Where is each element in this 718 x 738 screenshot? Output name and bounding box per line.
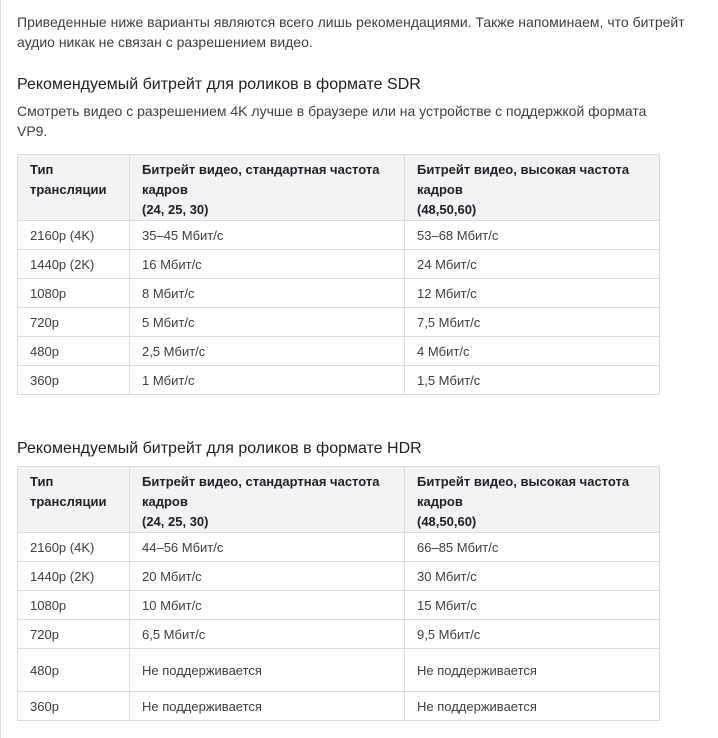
header-standard-label: Битрейт видео, стандартная частота кадров — [142, 162, 380, 197]
cell-high-bitrate: 15 Мбит/с — [405, 591, 660, 620]
cell-stream-type: 1440p (2K) — [18, 250, 130, 279]
header-standard-label: Битрейт видео, стандартная частота кадров — [142, 474, 380, 509]
header-standard-framerate — [130, 155, 405, 221]
cell-high-bitrate: 7,5 Мбит/с — [405, 308, 660, 337]
sdr-section-description: Смотреть видео с разрешением 4K лучше в браузере или на устройстве с поддержкой формата VP9. — [17, 103, 647, 139]
cell-standard-bitrate: 10 Мбит/с — [130, 591, 405, 620]
header-stream-type: Тип трансляции — [18, 467, 130, 533]
table-row — [18, 279, 660, 308]
header-standard-framerate — [130, 467, 405, 533]
cell-stream-type: 720p — [18, 620, 130, 649]
cell-stream-type: 720p — [18, 308, 130, 337]
cell-standard-bitrate: 6,5 Мбит/с — [130, 620, 405, 649]
cell-standard-bitrate: 35–45 Мбит/с — [130, 221, 405, 250]
cell-standard-bitrate: 8 Мбит/с — [130, 279, 405, 308]
table-row — [18, 308, 660, 337]
cell-standard-bitrate: 2,5 Мбит/с — [130, 337, 405, 366]
table-row — [18, 692, 660, 721]
cell-stream-type: 2160p (4K) — [18, 221, 130, 250]
cell-stream-type: 1440p (2K) — [18, 562, 130, 591]
table-row — [18, 250, 660, 279]
table-header-row — [18, 467, 660, 533]
cell-high-bitrate: 24 Мбит/с — [405, 250, 660, 279]
cell-standard-bitrate: 16 Мбит/с — [130, 250, 405, 279]
cell-stream-type: 1080p — [18, 279, 130, 308]
content-left-border — [0, 0, 1, 738]
cell-standard-bitrate: 5 Мбит/с — [130, 308, 405, 337]
table-row — [18, 562, 660, 591]
cell-high-bitrate: 53–68 Мбит/с — [405, 221, 660, 250]
cell-standard-bitrate: 20 Мбит/с — [130, 562, 405, 591]
cell-stream-type: 2160p (4K) — [18, 533, 130, 562]
header-stream-type: Тип трансляции — [18, 155, 130, 221]
table-row — [18, 533, 660, 562]
table-row — [18, 649, 660, 692]
cell-standard-bitrate: 1 Мбит/с — [130, 366, 405, 395]
table-row — [18, 221, 660, 250]
cell-high-bitrate: 66–85 Мбит/с — [405, 533, 660, 562]
header-high-framerate — [405, 155, 660, 221]
sdr-bitrate-table — [17, 154, 660, 395]
cell-high-bitrate: 4 Мбит/с — [405, 337, 660, 366]
cell-standard-bitrate: Не поддерживается — [130, 692, 405, 721]
cell-stream-type: 480p — [18, 649, 130, 692]
table-row — [18, 620, 660, 649]
hdr-bitrate-table — [17, 466, 660, 721]
header-high-framerate — [405, 467, 660, 533]
cell-high-bitrate: Не поддерживается — [405, 649, 660, 692]
header-high-rates: (48,50,60) — [417, 202, 477, 217]
table-row — [18, 591, 660, 620]
header-high-rates: (48,50,60) — [417, 514, 477, 529]
cell-high-bitrate: 1,5 Мбит/с — [405, 366, 660, 395]
cell-high-bitrate: 12 Мбит/с — [405, 279, 660, 308]
cell-standard-bitrate: 44–56 Мбит/с — [130, 533, 405, 562]
hdr-section-title: Рекомендуемый битрейт для роликов в формате HDR — [17, 440, 422, 457]
sdr-section-title: Рекомендуемый битрейт для роликов в формате SDR — [17, 76, 421, 93]
header-standard-rates: (24, 25, 30) — [142, 202, 209, 217]
header-high-label: Битрейт видео, высокая частота кадров — [417, 474, 630, 509]
cell-stream-type: 360p — [18, 366, 130, 395]
cell-high-bitrate: Не поддерживается — [405, 692, 660, 721]
cell-stream-type: 360p — [18, 692, 130, 721]
table-row — [18, 366, 660, 395]
cell-high-bitrate: 9,5 Мбит/с — [405, 620, 660, 649]
header-high-label: Битрейт видео, высокая частота кадров — [417, 162, 630, 197]
intro-text: Приведенные ниже варианты являются всего лишь рекомендациями. Также напоминаем, что битрейт аудио никак не связан с разрешением видео. — [17, 14, 685, 50]
table-header-row — [18, 155, 660, 221]
cell-stream-type: 480p — [18, 337, 130, 366]
header-standard-rates: (24, 25, 30) — [142, 514, 209, 529]
cell-stream-type: 1080p — [18, 591, 130, 620]
cell-standard-bitrate: Не поддерживается — [130, 649, 405, 692]
cell-high-bitrate: 30 Мбит/с — [405, 562, 660, 591]
table-row — [18, 337, 660, 366]
